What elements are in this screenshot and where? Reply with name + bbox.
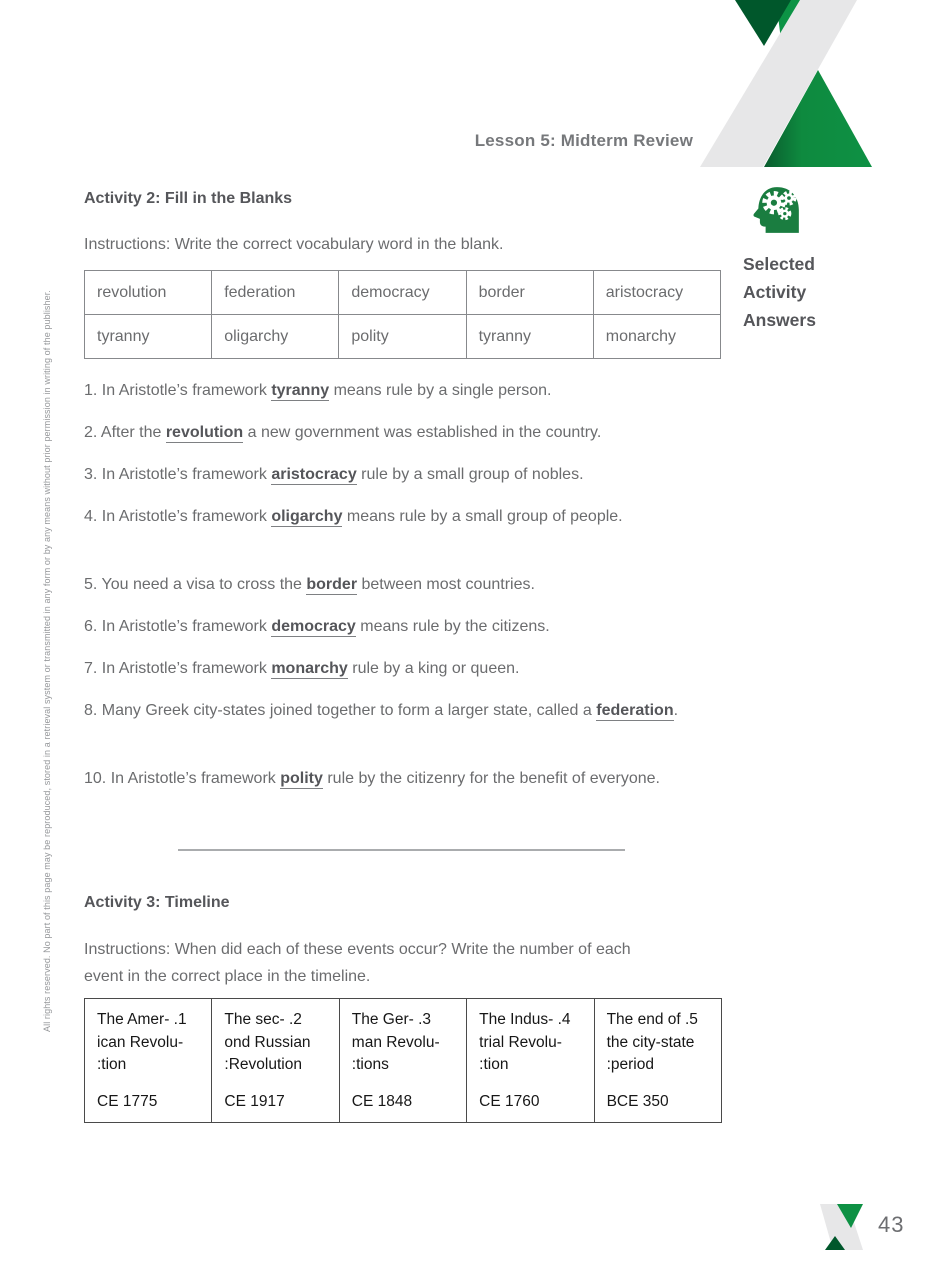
spacer bbox=[607, 1077, 715, 1091]
question-text: rule by a small group of nobles. bbox=[356, 466, 584, 483]
lesson-header: Lesson 5: Midterm Review bbox=[474, 131, 693, 150]
answer-blank: tyranny bbox=[271, 382, 330, 399]
question-text: 5. You need a visa to cross the bbox=[84, 576, 307, 593]
table-row bbox=[85, 999, 722, 1123]
timeline-events-table bbox=[84, 998, 722, 1123]
question-text: rule by the citizenry for the benefit of everyone. bbox=[322, 770, 660, 787]
activity2-instructions: Instructions: Write the correct vocabulary word in the blank. bbox=[84, 236, 504, 253]
question-10 bbox=[84, 766, 722, 792]
timeline-event-cell bbox=[339, 999, 466, 1123]
question-text: means rule by the citizens. bbox=[355, 618, 550, 635]
timeline-event-cell bbox=[212, 999, 339, 1123]
event-line: The Ger- .3 bbox=[351, 1011, 432, 1028]
question-text: between most countries. bbox=[357, 576, 535, 593]
word-bank-cell: oligarchy bbox=[212, 315, 339, 359]
answer-blank: monarchy bbox=[271, 660, 348, 677]
question-text: means rule by a small group of people. bbox=[342, 508, 623, 525]
question-text: 7. In Aristotle’s framework bbox=[84, 660, 272, 677]
event-date: CE 1848 bbox=[351, 1092, 413, 1110]
spacer bbox=[479, 1077, 587, 1091]
timeline-event-cell bbox=[85, 999, 212, 1123]
event-line: man Revolu- bbox=[351, 1033, 440, 1051]
activity2-title: Activity 2: Fill in the Blanks bbox=[84, 190, 293, 207]
head-with-gears-icon bbox=[749, 185, 803, 235]
word-bank-cell: polity bbox=[339, 315, 466, 359]
question-7 bbox=[84, 656, 726, 682]
event-date: BCE 350 bbox=[606, 1092, 669, 1110]
question-8 bbox=[84, 698, 724, 724]
event-line: trial Revolu- bbox=[479, 1033, 562, 1051]
brand-logo-bottom x-ribbon-logo-icon bbox=[818, 1202, 865, 1252]
event-line: :tions bbox=[351, 1056, 389, 1073]
answer-blank: federation bbox=[596, 702, 674, 719]
question-4 bbox=[84, 504, 664, 530]
word-bank-cell: revolution bbox=[85, 271, 212, 315]
answer-blank: aristocracy bbox=[271, 466, 357, 483]
question-5 bbox=[84, 572, 726, 598]
event-line: The Amer- .1 bbox=[97, 1011, 187, 1028]
question-text: means rule by a single person. bbox=[329, 382, 552, 399]
word-bank-table bbox=[84, 270, 721, 359]
event-line: The sec- .2 bbox=[224, 1011, 302, 1028]
question-text: 10. In Aristotle’s framework bbox=[84, 770, 281, 787]
answer-blank: border bbox=[306, 576, 358, 593]
question-text: 2. After the bbox=[84, 424, 166, 441]
question-2 bbox=[84, 420, 726, 446]
event-line: the city-state bbox=[606, 1033, 695, 1051]
question-text: 4. In Aristotle’s framework bbox=[84, 508, 272, 525]
page-number: 43 bbox=[878, 1212, 905, 1237]
section-divider bbox=[178, 849, 625, 851]
badge-line: Activity bbox=[743, 282, 807, 302]
activity3-title: Activity 3: Timeline bbox=[84, 894, 230, 911]
event-line: :tion bbox=[97, 1056, 127, 1073]
badge-line: Selected bbox=[743, 254, 815, 274]
answer-blank: revolution bbox=[165, 424, 244, 441]
question-1 bbox=[84, 378, 726, 404]
selected-activity-answers-label bbox=[743, 250, 816, 334]
word-bank-cell: federation bbox=[212, 271, 339, 315]
answer-blank: polity bbox=[280, 770, 323, 787]
badge-line: Answers bbox=[743, 310, 816, 330]
question-text: 6. In Aristotle’s framework bbox=[84, 618, 272, 635]
timeline-event-cell bbox=[467, 999, 594, 1123]
word-bank-cell: aristocracy bbox=[593, 271, 720, 315]
event-line: :tion bbox=[479, 1056, 509, 1073]
table-row bbox=[85, 315, 721, 359]
question-text: 8. Many Greek city-states joined together to form a larger state, called a bbox=[84, 702, 597, 719]
timeline-event-cell bbox=[594, 999, 721, 1123]
event-line: :Revolution bbox=[224, 1056, 302, 1073]
question-text: a new government was established in the country. bbox=[243, 424, 602, 441]
question-text: 1. In Aristotle’s framework bbox=[84, 382, 272, 399]
event-line: The end of .5 bbox=[606, 1011, 698, 1028]
event-date: CE 1775 bbox=[97, 1092, 158, 1110]
event-line: ican Revolu- bbox=[97, 1033, 184, 1051]
question-6 bbox=[84, 614, 726, 640]
answer-blank: democracy bbox=[271, 618, 356, 635]
word-bank-cell: tyranny bbox=[466, 315, 593, 359]
word-bank-cell: monarchy bbox=[593, 315, 720, 359]
word-bank-cell: tyranny bbox=[85, 315, 212, 359]
answer-blank: oligarchy bbox=[271, 508, 343, 525]
table-row bbox=[85, 271, 721, 315]
event-date: CE 1760 bbox=[479, 1092, 540, 1110]
brand-logo-top x-ribbon-logo-icon bbox=[690, 0, 945, 167]
question-text: . bbox=[673, 702, 679, 719]
event-date: CE 1917 bbox=[224, 1092, 285, 1110]
copyright-notice: All rights reserved. No part of this page may be reproduced, stored in a retrieval system or transmitted in any form or by any means without prior permission in writing of the publisher. bbox=[42, 290, 52, 1032]
activity3-instructions: Instructions: When did each of these events occur? Write the number of each event in the correct place in the timeline. bbox=[84, 941, 631, 985]
event-line: ond Russian bbox=[224, 1033, 311, 1051]
question-text: rule by a king or queen. bbox=[347, 660, 520, 677]
question-text: 3. In Aristotle’s framework bbox=[84, 466, 272, 483]
question-3 bbox=[84, 462, 726, 488]
word-bank-cell: border bbox=[466, 271, 593, 315]
event-line: The Indus- .4 bbox=[479, 1011, 571, 1028]
spacer bbox=[97, 1077, 205, 1091]
spacer bbox=[224, 1077, 332, 1091]
word-bank-cell: democracy bbox=[339, 271, 466, 315]
spacer bbox=[352, 1077, 460, 1091]
event-line: :period bbox=[606, 1056, 654, 1073]
